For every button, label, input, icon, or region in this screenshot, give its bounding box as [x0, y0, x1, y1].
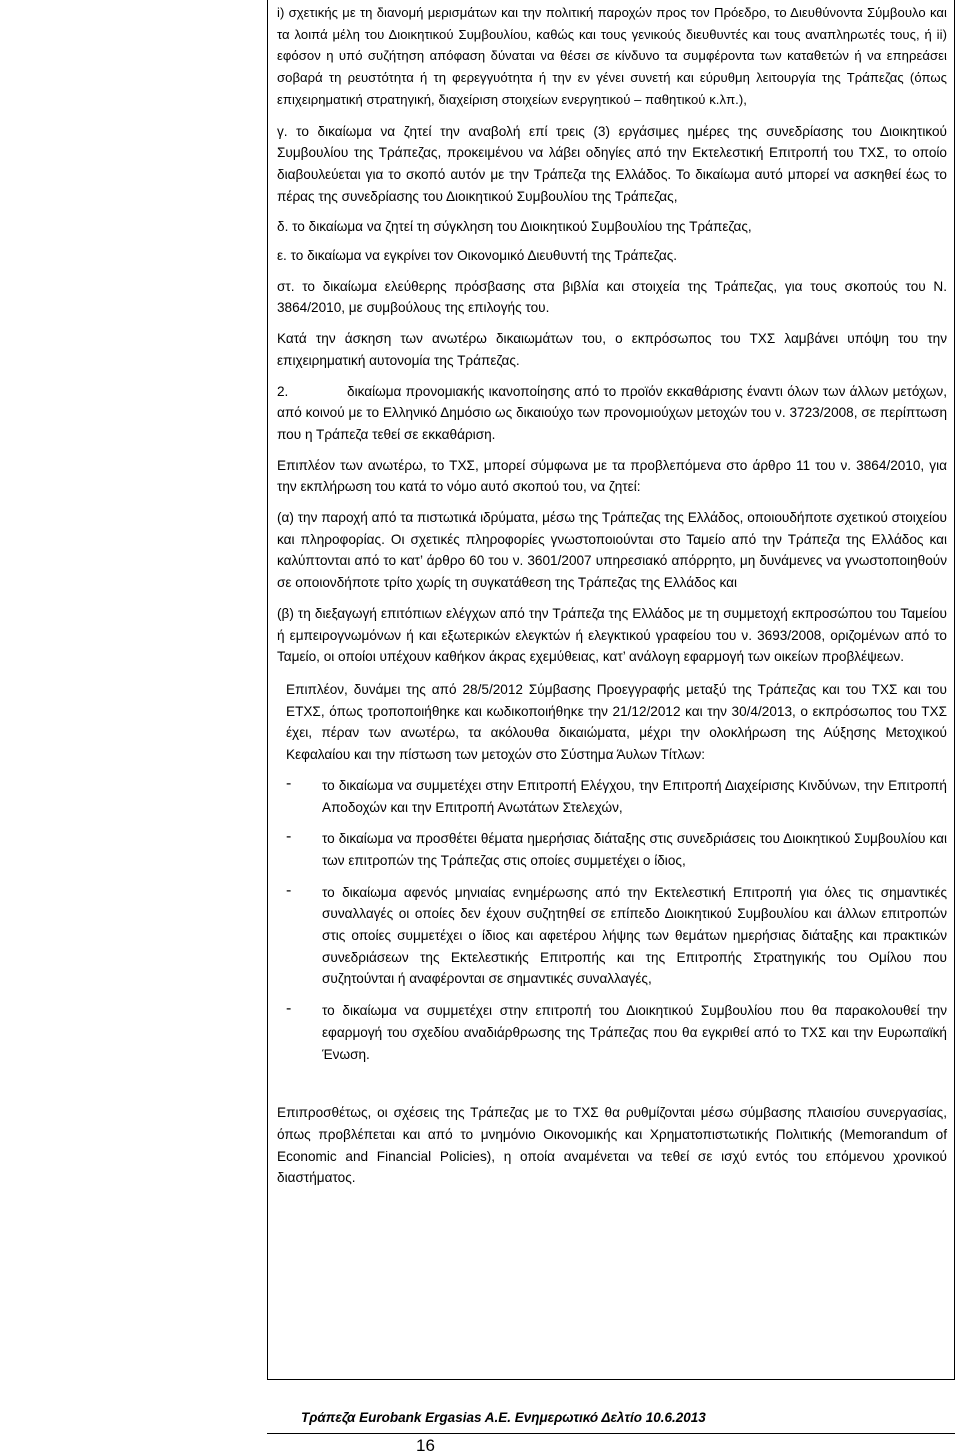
list-item — [286, 828, 947, 871]
list-item-text: το δικαίωμα να συμμετέχει στην Επιτροπή Ελέγχου, την Επιτροπή Διαχείρισης Κινδύνων, την Επιτροπή Αποδοχών και την Επιτροπή Ανωτάτων Στελεχών, — [322, 777, 947, 815]
list-item-text: το δικαίωμα να συμμετέχει στην επιτροπή του Διοικητικού Συμβουλίου που θα παρακολουθεί την εφαρμογή του σχεδίου αναδιάρθρωσης της Τράπεζας που θα εγκριθεί από το ΤΧΣ και την Ευρωπαϊκή Ένωση. — [322, 1003, 947, 1062]
dash-bullet: - — [286, 881, 292, 899]
list-item — [286, 1000, 947, 1065]
paragraph-alpha: (α) την παροχή από τα πιστωτικά ιδρύματα, μέσω της Τράπεζας της Ελλάδος, οποιουδήποτε σχετικού στοιχείου και πληροφορίας. Οι σχετικές πληροφορίες γνωστοποιούνται στο Ταμείο από την Τράπεζα της Ελλάδος και καλύπτονται από το κατ’ άρθρο 60 του ν. 3601/2007 υπηρεσιακό απόρρητο, μη δυνάμενες να γνωστοποιηθούν σε οποιονδήποτε τρίτο χωρίς τη συγκατάθεση της Τράπεζας της Ελλάδος και — [277, 510, 947, 591]
paragraph-item-2 — [277, 381, 947, 446]
list-item-text: το δικαίωμα να προσθέτει θέματα ημερήσιας διάταξης στις συνεδριάσεις του Διοικητικού Συμβουλίου και των επιτροπών της Τράπεζας στις οποίες συμμετέχει ο ίδιος, — [322, 831, 947, 868]
footer-divider — [267, 1433, 955, 1434]
paragraph-beta: (β) τη διεξαγωγή επιτόπιων ελέγχων από την Τράπεζα της Ελλάδος με τη συμμετοχή εκπροσώπου του Ταμείου ή εμπειρογνωμόνων ή και εξωτερικών ελεγκτών ή ελεγκτικού γραφείου του ν. 3693/2008, οριζομένων από το Ταμείο, οι οποίοι υπέχουν καθήκον άκρας εχεμύθειας, κατ’ ανάλογη εφαρμογή των οικείων προβλέψεων. — [277, 605, 947, 665]
item-number: 2. — [277, 383, 289, 399]
paragraph-further: Επιπλέον των ανωτέρω, το ΤΧΣ, μπορεί σύμφωνα με τα προβλεπόμενα στο άρθρο 11 του ν. 3864/2010, για την εκπλήρωση του κατά το νόμο αυτό σκοπού του, να ζητεί: — [277, 457, 947, 495]
footer-title: Τράπεζα Eurobank Ergasias A.E. Ενημερωτικό Δελτίο 10.6.2013 — [301, 1410, 706, 1425]
list-item — [286, 882, 947, 991]
paragraph-gamma: γ. το δικαίωμα να ζητεί την αναβολή επί τρεις (3) εργάσιμες ημέρες της συνεδρίασης του Διοικητικού Συμβουλίου της Τράπεζας, προκειμένου να λάβει οδηγίες από την Εκτελεστική Επιτροπή του ΤΧΣ, το οποίο διαβουλεύεται για το σκοπό αυτόν με την Τράπεζα της Ελλάδος. Το δικαίωμα αυτό μπορεί να ασκηθεί έως το πέρας της συνεδρίασης του Διοικητικού Συμβουλίου της Τράπεζας, — [277, 123, 947, 204]
paragraph-exercise: Κατά την άσκηση των ανωτέρω δικαιωμάτων του, ο εκπρόσωπος του ΤΧΣ λαμβάνει υπόψη του την επιχειρηματική αυτονομία της Τράπεζας. — [277, 331, 947, 368]
agreement-section — [277, 679, 947, 1065]
paragraph-delta: δ. το δικαίωμα να ζητεί τη σύγκληση του Διοικητικού Συμβουλίου της Τράπεζας, — [277, 219, 752, 235]
list-item — [286, 775, 947, 818]
list-item-text: το δικαίωμα αφενός μηνιαίας ενημέρωσης από την Εκτελεστική Επιτροπή για όλες τις σημαντικές συναλλαγές οι οποίες δεν έχουν συζητηθεί σε επίπεδο Διοικητικού Συμβουλίου και άλλων επιτροπών στις οποίες συμμετέχει ο ίδιος και αφετέρου λήψης των θεμάτων ημερήσιας διάταξης και πρακτικών συνεδριάσεων της Εκτελεστικής Επιτροπής και της Επιτροπής Στρατηγικής του Ομίλου που συζητούνται ή αναφέρονται σε σημαντικές συναλλαγές, — [322, 884, 947, 987]
paragraph-agreement: Επιπλέον, δυνάμει της από 28/5/2012 Σύμβασης Προεγγραφής μεταξύ της Τράπεζας και του ΤΧΣ και του ΕΤΧΣ, όπως τροποποιήθηκε και κωδικοποιήθηκε την 21/12/2012 και την 30/4/2013, ο εκπρόσωπος του ΤΧΣ έχει, πέραν των ανωτέρω, τα ακόλουθα δικαιώματα, μέχρι την ολοκλήρωση της Αύξησης Μετοχικού Κεφαλαίου και την πίστωση των μετοχών στο Σύστημα Άυλων Τίτλων: — [286, 681, 947, 763]
paragraph-epsilon: ε. το δικαίωμα να εγκρίνει τον Οικονομικό Διευθυντή της Τράπεζας. — [277, 248, 678, 264]
dash-bullet: - — [286, 828, 292, 846]
paragraph-final: Επιπροσθέτως, οι σχέσεις της Τράπεζας με το ΤΧΣ θα ρυθμίζονται μέσω σύμβασης πλαισίου συνεργασίας, όπως προβλέπεται και από το μνημόνιο Οικονομικής και Χρηματοπιστωτικής Πολιτικής (Memorandum of Economic and Financial Policies), η οποία αναμένεται να τεθεί σε ισχύ εντός του επόμενου χρονικού διαστήματος. — [277, 1105, 947, 1186]
dash-bullet: - — [286, 774, 292, 792]
paragraph-dividend-policy: i) σχετικής με τη διανομή μερισμάτων και την πολιτική παροχών προς τον Πρόεδρο, το Διευθύνοντα Σύμβουλο και τα λοιπά μέλη του Διοικητικού Συμβουλίου, καθώς και τους γενικούς διευθυντές και τους αναπληρωτές τους, ή ii) εφόσον η υπό συζήτηση απόφαση δύναται να θέσει σε κίνδυνο τα συμφέροντα των καταθετών ή να επηρεάσει σοβαρά τη ρευστότητα ή τη φερεγγυότητα ή την εν γένει συνετή και εύρυθμη λειτουργία της Τράπεζας (όπως επιχειρηματική στρατηγική, διαχείριση στοιχείων ενεργητικού ‒ παθητικού κ.λπ.), — [277, 5, 947, 107]
paragraph-st: στ. το δικαίωμα ελεύθερης πρόσβασης στα βιβλία και στοιχεία της Τράπεζας, για τους σκοπούς του Ν. 3864/2010, με συμβούλους της επιλογής του. — [277, 278, 947, 316]
item-2-text: δικαίωμα προνομιακής ικανοποίησης από το προϊόν εκκαθάρισης έναντι όλων των άλλων μετόχων, από κοινού με το Ελληνικό Δημόσιο ως δικαιούχο των προνομιούχων μετοχών του ν. 3723/2008, σε περίπτωση που η Τράπεζα τεθεί σε εκκαθάριση. — [277, 383, 947, 442]
main-content — [277, 2, 947, 1189]
dash-bullet: - — [286, 1000, 292, 1018]
page-number: 16 — [416, 1436, 435, 1455]
